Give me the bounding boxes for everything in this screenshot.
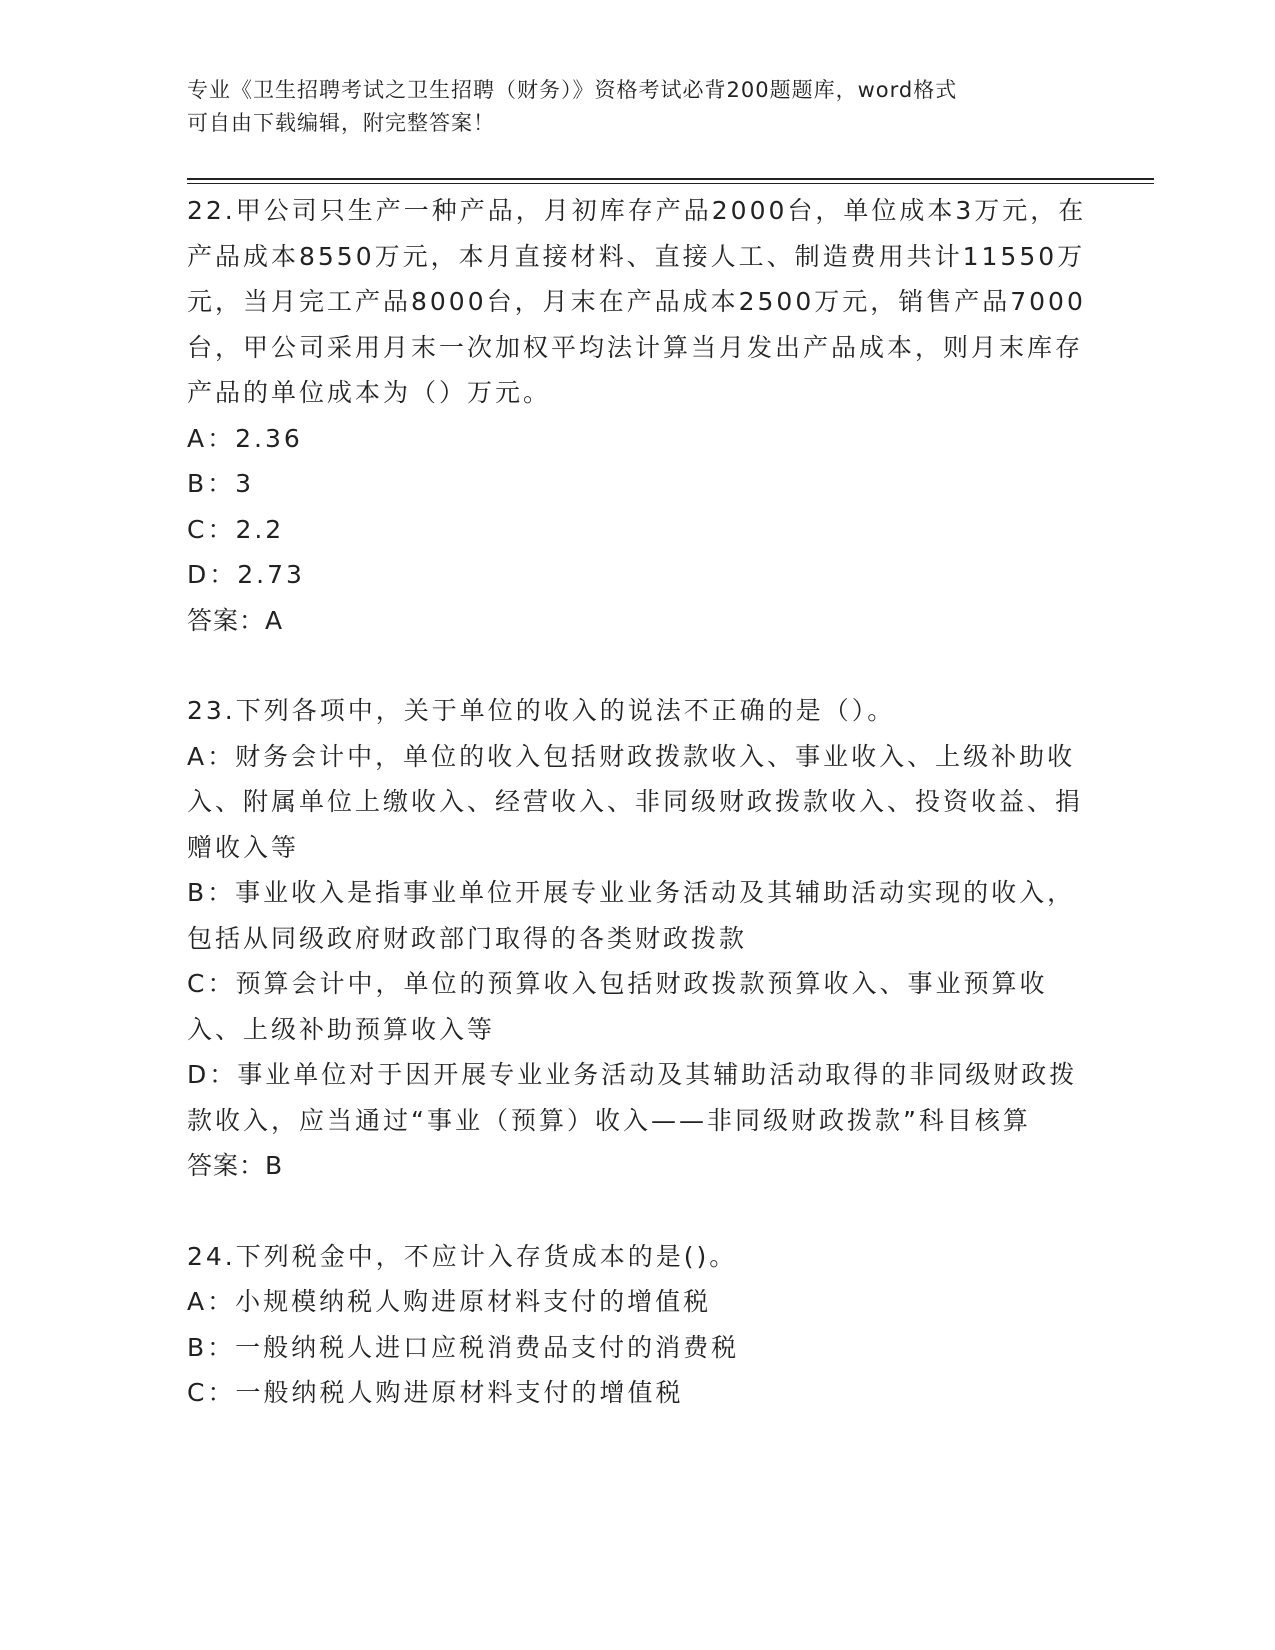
- header-divider-thin: [187, 183, 1154, 184]
- option-a: A：小规模纳税人购进原材料支付的增值税: [187, 1287, 712, 1316]
- document-header: [187, 74, 1067, 140]
- header-title-line-1: 专业《卫生招聘考试之卫生招聘（财务）》资格考试必背200题题库，word格式: [187, 78, 958, 102]
- header-title-line-2: 可自由下载编辑，附完整答案！: [187, 111, 495, 135]
- option-a: A：财务会计中，单位的收入包括财政拨款收入、事业收入、上级补助收入、附属单位上缴收入、经营收入、非同级财政拨款收入、投资收益、捐赠收入等: [187, 741, 1084, 862]
- option-c: C：一般纳税人购进原材料支付的增值税: [187, 1378, 684, 1407]
- question-24: [187, 1234, 1087, 1416]
- option-b: B：事业收入是指事业单位开展专业业务活动及其辅助活动实现的收入，包括从同级政府财政部门取得的各类财政拨款: [187, 878, 1076, 953]
- option-a: A：2.36: [187, 423, 303, 453]
- header-divider-thick: [187, 178, 1154, 180]
- option-b: B：一般纳税人进口应税消费品支付的消费税: [187, 1332, 740, 1362]
- question-list: [187, 188, 1087, 1416]
- question-23: [187, 688, 1087, 1189]
- option-d: D：2.73: [187, 560, 305, 589]
- question-text: 23.下列各项中，关于单位的收入的说法不正确的是（）。: [187, 696, 896, 725]
- question-text: 24.下列税金中，不应计入存货成本的是()。: [187, 1241, 738, 1271]
- question-text: 22.甲公司只生产一种产品，月初库存产品2000台，单位成本3万元，在产品成本8550万元，本月直接材料、直接人工、制造费用共计11550万元，当月完工产品8000台，月末在产品成本2500万元，销售产品7000台，甲公司采用月末一次加权平均法计算当月发出产品成本，则月末库存产品的单位成本为（）万元。: [187, 196, 1087, 407]
- question-22: [187, 188, 1087, 643]
- option-c: C：2.2: [187, 514, 285, 544]
- option-b: B：3: [187, 469, 255, 498]
- option-d: D：事业单位对于因开展专业业务活动及其辅助活动取得的非同级财政拨款收入，应当通过“事业（预算）收入——非同级财政拨款”科目核算: [187, 1060, 1078, 1135]
- answer-text: 答案：B: [187, 1151, 284, 1180]
- answer-text: 答案：A: [187, 605, 284, 635]
- option-c: C：预算会计中，单位的预算收入包括财政拨款预算收入、事业预算收入、上级补助预算收入等: [187, 969, 1048, 1044]
